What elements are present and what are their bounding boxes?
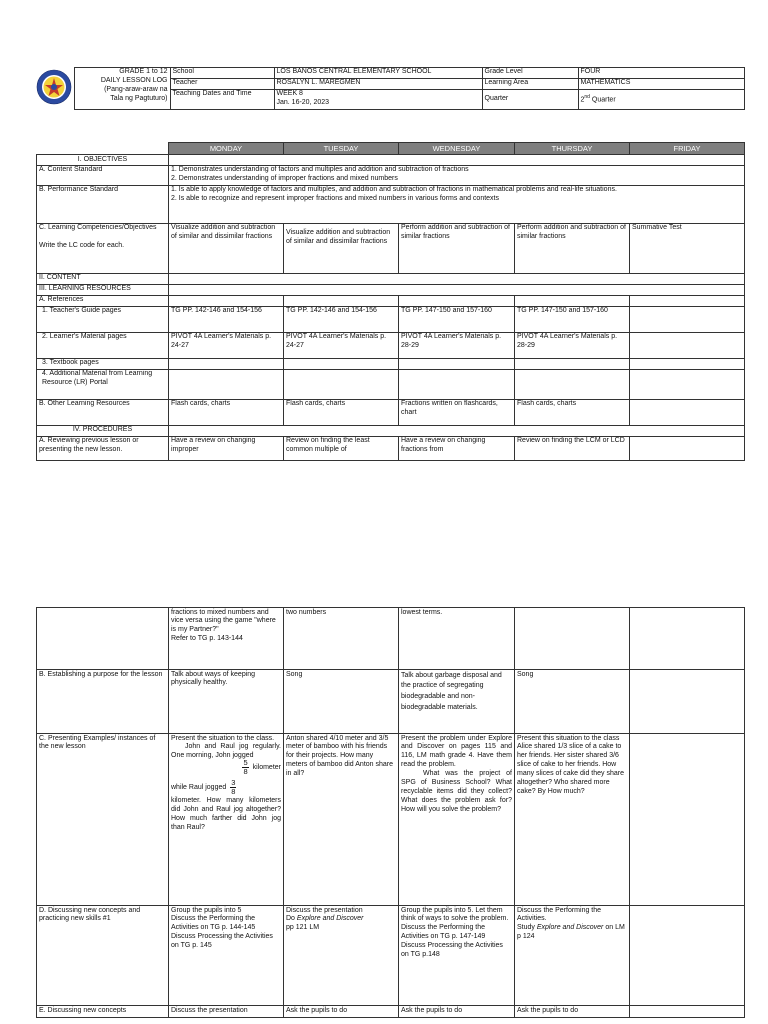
competency-monday: Visualize addition and subtraction of similar and dissimilar fractions xyxy=(169,223,284,273)
procedure-a-tuesday: Review on finding the least common multiple of xyxy=(284,436,399,460)
other-thursday: Flash cards, charts xyxy=(515,399,630,425)
school-label: School xyxy=(170,68,274,79)
header-table xyxy=(36,67,745,110)
dll-title xyxy=(74,68,170,110)
day-header-monday: MONDAY xyxy=(169,143,284,155)
lm-pages-label: 2. Learner's Material pages xyxy=(37,332,169,358)
lm-friday xyxy=(630,332,745,358)
grade-level-value: FOUR xyxy=(578,68,744,79)
procedure-d-monday: Group the pupils into 5 Discuss the Performing the Activities on TG p. 144-145 Discuss Processing the Activities on TG p. 145 xyxy=(169,906,284,1006)
objectives-heading: I. OBJECTIVES xyxy=(37,155,169,166)
procedure-d-label: D. Discussing new concepts and practicing new skills #1 xyxy=(37,906,169,1006)
teacher-label: Teacher xyxy=(170,79,274,90)
other-monday: Flash cards, charts xyxy=(169,399,284,425)
teaching-dates-label: Teaching Dates and Time xyxy=(170,90,274,110)
content-standard-label: A. Content Standard xyxy=(37,165,169,185)
day-header-tuesday: TUESDAY xyxy=(284,143,399,155)
procedure-b-label: B. Establishing a purpose for the lesson xyxy=(37,670,169,734)
learning-area-value: MATHEMATICS xyxy=(578,79,744,90)
procedure-b-wednesday: Talk about garbage disposal and the practice of segregating biodegradable and non-biodegradable materials. xyxy=(399,670,515,734)
procedure-a-thursday: Review on finding the LCM or LCD xyxy=(515,436,630,460)
procedure-e-monday: Discuss the presentation xyxy=(169,1006,284,1018)
quarter-label: Quarter xyxy=(482,90,578,110)
lm-monday: PIVOT 4A Learner's Materials p. 24-27 xyxy=(169,332,284,358)
learning-area-label: Learning Area xyxy=(482,79,578,90)
procedure-e-thursday: Ask the pupils to do xyxy=(515,1006,630,1018)
procedure-b-monday: Talk about ways of keeping physically healthy. xyxy=(169,670,284,734)
lm-thursday: PIVOT 4A Learner's Materials p. 28-29 xyxy=(515,332,630,358)
procedure-d-tuesday: Discuss the presentation Do Explore and Discover pp 121 LM xyxy=(284,906,399,1006)
procedure-b-tuesday: Song xyxy=(284,670,399,734)
corner-cell xyxy=(37,143,169,155)
lm-wednesday: PIVOT 4A Learner's Materials p. 28-29 xyxy=(399,332,515,358)
competency-wednesday: Perform addition and subtraction of similar fractions xyxy=(399,223,515,273)
tg-thursday: TG PP. 147-150 and 157-160 xyxy=(515,306,630,332)
content-heading: II. CONTENT xyxy=(37,273,169,284)
deped-seal-logo xyxy=(36,68,74,110)
performance-standard-label: B. Performance Standard xyxy=(37,185,169,223)
title-line-3: (Pang-araw-araw na xyxy=(104,85,168,93)
school-value: LOS BAÑOS CENTRAL ELEMENTARY SCHOOL xyxy=(274,68,482,79)
additional-material-label: 4. Additional Material from Learning Resource (LR) Portal xyxy=(37,369,169,399)
week-text: WEEK 8 xyxy=(276,90,303,97)
procedure-a-wednesday: Have a review on changing fractions from xyxy=(399,436,515,460)
references-label: A. References xyxy=(37,295,169,306)
competency-friday: Summative Test xyxy=(630,223,745,273)
date-range-text: Jan. 16-20, 2023 xyxy=(276,98,330,106)
procedure-a-tuesday-cont: two numbers xyxy=(284,608,399,670)
teaching-dates-value xyxy=(274,90,482,110)
performance-standard-text: 1. Is able to apply knowledge of factors and multiples, and addition and subtraction of fractions in mathematical problems and real-life situations. 2. Is able to recognize and represent improper fractions and mixed numbers in various forms and contexts xyxy=(169,185,745,223)
procedure-d-wednesday: Group the pupils into 5. Let them think of ways to solve the problem. Discuss the Performing the Activities on TG p. 147-149 Discuss Processing the Activities on TG p.148 xyxy=(399,906,515,1006)
tg-wednesday: TG PP. 147-150 and 157-160 xyxy=(399,306,515,332)
procedure-c-friday xyxy=(630,734,745,906)
fraction-three-eighths: $\frac{3}{8}$ xyxy=(231,778,236,796)
procedures-heading: IV. PROCEDURES xyxy=(37,425,169,436)
day-header-friday: FRIDAY xyxy=(630,143,745,155)
other-tuesday: Flash cards, charts xyxy=(284,399,399,425)
content-standard-text: 1. Demonstrates understanding of factors and multiples and addition and subtraction of fractions 2. Demonstrates understanding of improper fractions and mixed numbers xyxy=(169,165,745,185)
quarter-value: 2nd Quarter xyxy=(578,90,744,110)
lesson-log-table-page-2 xyxy=(36,607,745,1018)
resources-heading: III. LEARNING RESOURCES xyxy=(37,284,169,295)
procedure-a-wednesday-cont: lowest terms. xyxy=(399,608,515,670)
competency-tuesday: Visualize addition and subtraction of similar and dissimilar fractions xyxy=(284,223,399,273)
competency-thursday: Perform addition and subtraction of similar fractions xyxy=(515,223,630,273)
procedure-e-wednesday: Ask the pupils to do xyxy=(399,1006,515,1018)
other-friday xyxy=(630,399,745,425)
title-line-1: GRADE 1 to 12 xyxy=(119,68,168,75)
procedure-c-monday: Present the situation to the class. John and Raul jog regularly. One morning, John jogged $\frac{5}{8}$ kilometer while Raul jogged $\frac{3}{8}$ kilometer. How many kilometers did John and Raul jog altogether? How much farther did John jog than Raul? xyxy=(169,734,284,906)
textbook-pages-label: 3. Textbook pages xyxy=(37,358,169,369)
teacher-value: ROSALYN L. MAREGMEN xyxy=(274,79,482,90)
procedure-a-monday-cont: fractions to mixed numbers and vice versa using the game "where is my Partner?" Refer to TG p. 143-144 xyxy=(169,608,284,670)
procedure-a-monday: Have a review on changing improper xyxy=(169,436,284,460)
procedure-a-friday-cont xyxy=(630,608,745,670)
procedure-c-thursday: Present this situation to the class Alice shared 1/3 slice of a cake to her friends. Her sister shared 3/6 slice of cake to her friends. How many slices of cake did they share altogether? Who shared more cake? By How much? xyxy=(515,734,630,906)
tg-friday xyxy=(630,306,745,332)
day-header-wednesday: WEDNESDAY xyxy=(399,143,515,155)
tg-pages-label: 1. Teacher's Guide pages xyxy=(37,306,169,332)
procedure-e-label: E. Discussing new concepts xyxy=(37,1006,169,1018)
procedure-e-friday xyxy=(630,1006,745,1018)
competencies-label: C. Learning Competencies/Objectives Write the LC code for each. xyxy=(37,223,169,273)
tg-tuesday: TG PP. 142-146 and 154-156 xyxy=(284,306,399,332)
fraction-five-eighths: $\frac{5}{8}$ xyxy=(243,758,248,776)
other-resources-label: B. Other Learning Resources xyxy=(37,399,169,425)
procedure-a-thursday-cont xyxy=(515,608,630,670)
title-line-2: DAILY LESSON LOG xyxy=(100,76,168,84)
procedure-a-label: A. Reviewing previous lesson or presenting the new lesson. xyxy=(37,436,169,460)
tg-monday: TG PP. 142-146 and 154-156 xyxy=(169,306,284,332)
procedure-c-wednesday: Present the problem under Explore and Discover on pages 115 and 116, LM math grade 4. Have them read the problem. What was the project of SPG of Business School? What recyclable items did they collect? What does the problem ask for? How will you solve the problem? xyxy=(399,734,515,906)
procedure-c-label: C. Presenting Examples/ instances of the new lesson xyxy=(37,734,169,906)
procedure-c-tuesday: Anton shared 4/10 meter and 3/5 meter of bamboo with his friends for their projects. How many meters of bamboo did Anton share in all? xyxy=(284,734,399,906)
procedure-b-friday xyxy=(630,670,745,734)
procedure-e-tuesday: Ask the pupils to do xyxy=(284,1006,399,1018)
procedure-a-friday xyxy=(630,436,745,460)
procedure-d-thursday: Discuss the Performing the Activities. Study Explore and Discover on LM p 124 xyxy=(515,906,630,1006)
day-header-thursday: THURSDAY xyxy=(515,143,630,155)
title-line-4: Tala ng Pagtuturo) xyxy=(110,94,168,102)
lesson-log-table-page-1 xyxy=(36,142,745,461)
procedure-b-thursday: Song xyxy=(515,670,630,734)
grade-level-label: Grade Level xyxy=(482,68,578,79)
procedure-d-friday xyxy=(630,906,745,1006)
other-wednesday: Fractions written on flashcards, chart xyxy=(399,399,515,425)
lm-tuesday: PIVOT 4A Learner's Materials p. 24-27 xyxy=(284,332,399,358)
